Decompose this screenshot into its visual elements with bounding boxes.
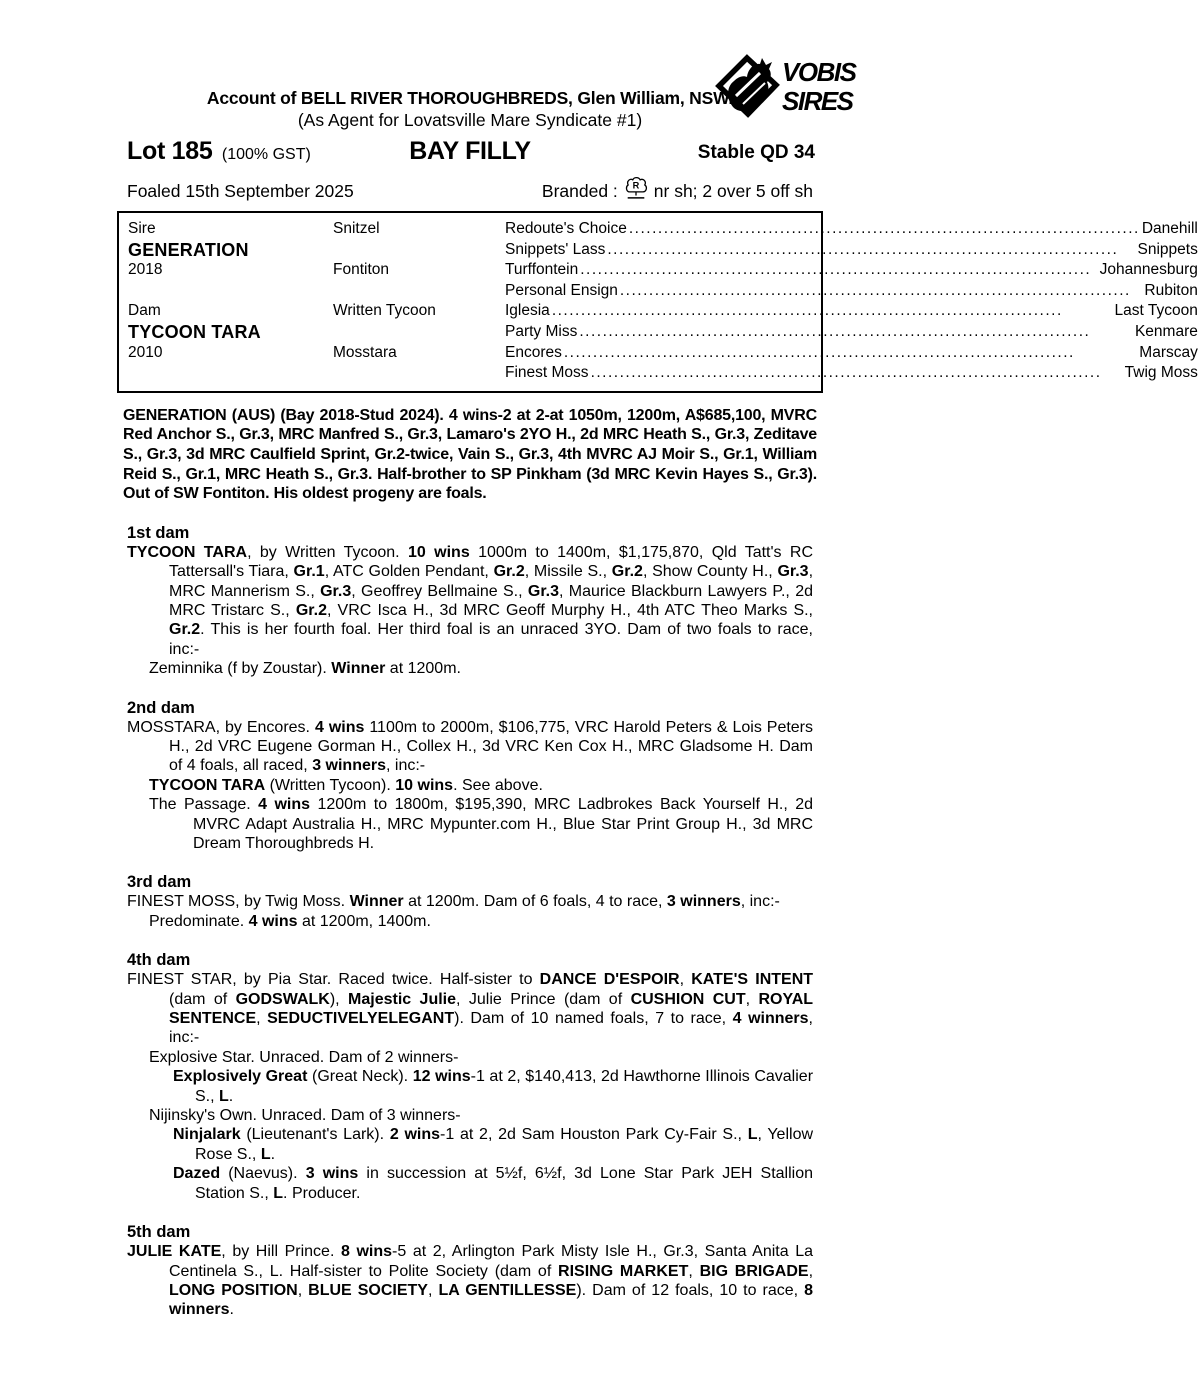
pedigree-paragraph: Ninjalark (Lieutenant's Lark). 2 wins-1 at 2, 2d Sam Houston Park Cy-Fair S., L, Yellow Rose S., L.	[173, 1126, 814, 1163]
pedigree-gen3-row: Personal Ensign ..... Rubiton	[505, 281, 1198, 302]
dam-section	[127, 1222, 813, 1320]
horse-description: BAY FILLY	[409, 137, 531, 165]
pedigree-gen3-row: Party Miss ..... Kenmare	[505, 322, 1198, 343]
foaled-branded-row	[127, 176, 813, 202]
dam-section	[127, 523, 813, 679]
pedigree-paragraph: Explosively Great (Great Neck). 12 wins-1 at 2, $140,413, 2d Hawthorne Illinois Cavalier S., L.	[173, 1068, 814, 1105]
dam-section	[127, 872, 813, 931]
section-heading: 4th dam	[127, 951, 191, 970]
pedigree-gen3-row: Redoute's Choice ..... Danehill	[505, 219, 1198, 240]
branded-label: Branded :	[541, 181, 618, 201]
sire-sire: Snitzel	[333, 220, 380, 237]
dam-dam: Mosstara	[333, 343, 397, 361]
section-heading: 1st dam	[127, 523, 190, 542]
section-heading: 3rd dam	[127, 873, 192, 892]
stable-number: Stable QD 34	[697, 142, 815, 163]
branded-position: nr sh; 2 over 5 off sh	[653, 181, 813, 201]
pedigree-paragraph: The Passage. 4 wins 1200m to 1800m, $195,390, MRC Ladbrokes Back Yourself H., 2d MVRC Adapt Australia H., MRC Mypunter.com H., Blue Star Print Group H., 3d MRC Dream Thoroughbreds H.	[149, 796, 814, 852]
pedigree-paragraph: TYCOON TARA, by Written Tycoon. 10 wins 1000m to 1400m, $1,175,870, Qld Tatt's RC Tattersall's Tiara, Gr.1, ATC Golden Pendant, Gr.2, Missile S., Gr.2, Show County H., Gr.3, MRC Mannerism S., Gr.3, Geoffrey Bellmaine S., Gr.3, Maurice Blackburn Lawyers P., 2d MRC Tristarc S., Gr.2, VRC Isca H., 3d MRC Geoff Murphy H., 4th ATC Theo Marks S., Gr.2. This is her fourth foal. Her third foal is an unraced 3YO. Dam of two foals to race, inc:-	[127, 543, 814, 658]
pedigree-paragraph: JULIE KATE, by Hill Prince. 8 wins-5 at 2, Arlington Park Misty Isle H., Gr.3, Santa Anita La Centinela S., L. Half-sister to Polite Society (dam of RISING MARKET, BIG BRIGADE, LONG POSITION, BLUE SOCIETY, LA GENTILLESSE). Dam of 12 foals, 10 to race, 8 winners.	[127, 1243, 814, 1319]
pedigree-paragraph: GENERATION (AUS) (Bay 2018-Stud 2024). 4 wins-2 at 2-at 1050m, 1200m, A$685,100, MVRC Red Anchor S., Gr.3, MRC Manfred S., Gr.3, Lamaro's 2YO H., 2d MRC Heath S., Gr.3, Zeditave S., Gr.3, 3d MRC Caulfield Sprint, Gr.2-twice, Vain S., Gr.3, 4th MVRC AJ Moir S., Gr.1, William Reid S., Gr.1, MRC Heath S., Gr.3. Half-brother to SP Pinkham (3d MRC Kevin Hayes S., Gr.3). Out of SW Fontiton. His oldest progeny are foals.	[123, 406, 817, 503]
brand-letter: R	[632, 180, 640, 191]
logo-text-line1: VOBIS	[782, 57, 856, 87]
pedigree-paragraph: FINEST MOSS, by Twig Moss. Winner at 1200m. Dam of 6 foals, 4 to race, 3 winners, inc:-	[127, 893, 780, 911]
pedigree-gen3-row: Finest Moss ..... Twig Moss	[505, 363, 1198, 384]
logo-text-line2: SIRES	[782, 86, 853, 116]
pedigree-paragraph: Nijinsky's Own. Unraced. Dam of 3 winners-	[149, 1107, 461, 1125]
dam-section	[127, 698, 813, 854]
pedigree-paragraph: Predominate. 4 wins at 1200m, 1400m.	[149, 912, 431, 930]
agent-line: (As Agent for Lovatsville Mare Syndicate #1)	[297, 110, 643, 130]
dam-sire: Written Tycoon	[333, 302, 436, 320]
sire-summary	[123, 406, 817, 504]
catalogue-content	[117, 88, 1198, 1320]
dam-sections	[127, 523, 813, 1320]
pedigree-table	[117, 211, 1198, 393]
pedigree-paragraph: MOSSTARA, by Encores. 4 wins 1100m to 2000m, $106,775, VRC Harold Peters & Lois Peters H., 2d VRC Eugene Gorman H., Collex H., 3d VRC Ken Cox H., MRC Gladsome H. Dam of 4 foals, all raced, 3 winners, inc:-	[127, 718, 814, 775]
pedigree-gen3-row: Snippets' Lass ..... Snippets	[505, 240, 1198, 261]
sire-name: GENERATION	[128, 239, 249, 260]
sire-dam: Fontiton	[333, 261, 390, 279]
branded-info	[542, 176, 813, 202]
sire-year: 2018	[128, 261, 163, 279]
pedigree-gen3-row: Iglesia ..... Last Tycoon	[505, 301, 1198, 322]
section-heading: 2nd dam	[127, 698, 195, 717]
pedigree-grid	[128, 219, 1198, 384]
vendor-account-line: Account of BELL RIVER THOROUGHBREDS, Glen William, NSW.	[206, 88, 734, 108]
dam-section	[127, 950, 813, 1203]
sire-label: Sire	[128, 220, 156, 237]
dam-name: TYCOON TARA	[128, 321, 261, 342]
pedigree-gen3-row: Turffontein ..... Johannesburg	[505, 260, 1198, 281]
foaled-date: Foaled 15th September 2025	[127, 181, 354, 201]
dam-year: 2010	[128, 343, 163, 361]
section-heading: 5th dam	[127, 1223, 191, 1242]
gst-note: (100% GST)	[221, 146, 311, 163]
pedigree-paragraph: TYCOON TARA (Written Tycoon). 10 wins. See above.	[149, 776, 543, 794]
pedigree-paragraph: Zeminnika (f by Zoustar). Winner at 1200m.	[149, 660, 461, 678]
pedigree-paragraph: Dazed (Naevus). 3 wins in succession at 5½f, 6½f, 3d Lone Star Park JEH Stallion Station S., L. Producer.	[173, 1165, 814, 1202]
lot-row	[117, 137, 823, 169]
pedigree-paragraph: Explosive Star. Unraced. Dam of 2 winners-	[149, 1048, 459, 1066]
brand-mark-icon	[624, 176, 648, 204]
dam-label: Dam	[128, 302, 161, 320]
pedigree-paragraph: FINEST STAR, by Pia Star. Raced twice. Half-sister to DANCE D'ESPOIR, KATE'S INTENT (dam of GODSWALK), Majestic Julie, Julie Prince (dam of CUSHION CUT, ROYAL SENTENCE, SEDUCTIVELYELEGANT). Dam of 10 named foals, 7 to race, 4 winners, inc:-	[127, 971, 814, 1047]
pedigree-gen3-row: Encores ..... Marscay	[505, 343, 1198, 364]
lot-number: Lot 185	[127, 137, 213, 165]
